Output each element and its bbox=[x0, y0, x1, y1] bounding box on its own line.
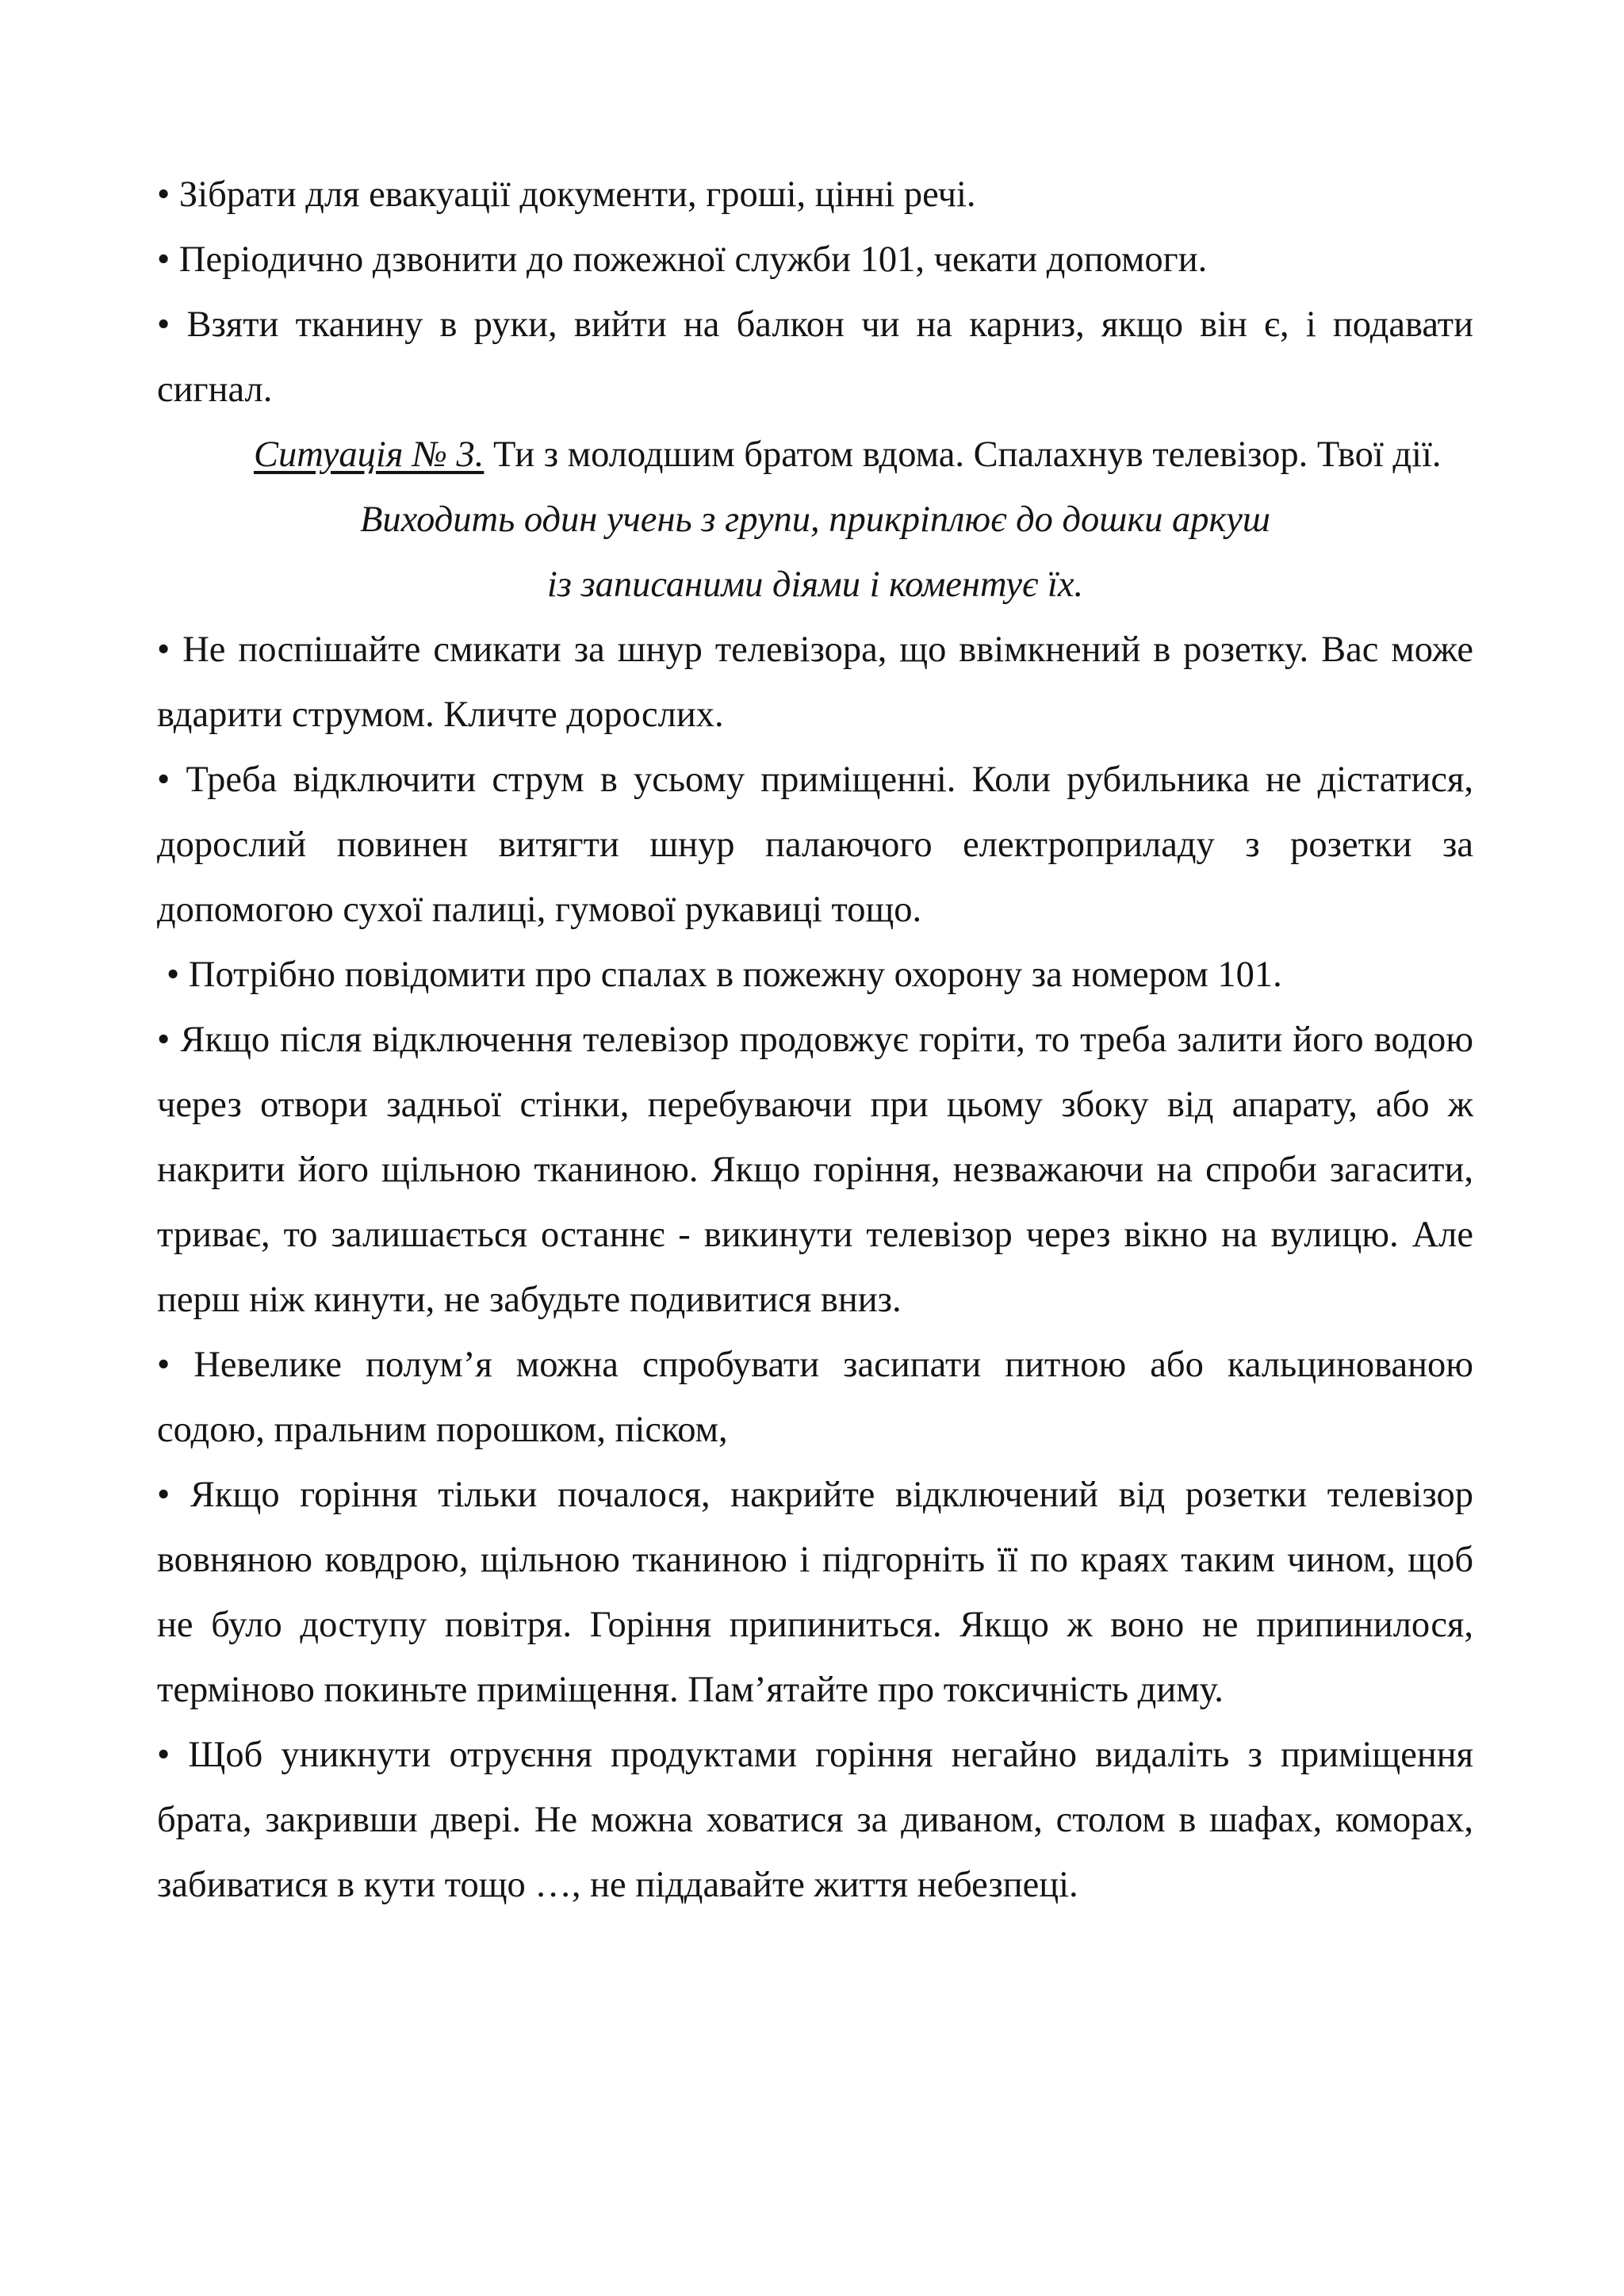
bullet-small-flame: • Невелике полум’я можна спробувати засипати питною або кальцинованою содою, пральним порошком, піском, bbox=[157, 1345, 1473, 1450]
instruction-line-1: Виходить один учень з групи, прикріплює до дошки аркуш bbox=[359, 499, 1271, 540]
bullet-extinguish-tv: • Якщо після відключення телевізор продовжує горіти, то треба залити його водою через отвори задньої стінки, перебуваючи при цьому збоку від апарату, або ж накрити його щільною тканиною. Якщо горіння, незважаючи на спроби загасити, триває, то залишається останнє - викинути телевізор через вікно на вулицю. Але перш ніж кинути, не забудьте подивитися вниз. bbox=[157, 1020, 1473, 1320]
document-page bbox=[157, 163, 1473, 1918]
situation-paragraph bbox=[157, 423, 1473, 488]
bullet-give-signal: • Взяти тканину в руки, вийти на балкон чи на карниз, якщо він є, і подавати сигнал. bbox=[157, 304, 1473, 410]
bullet-report-fire: • Потрібно повідомити про спалах в пожежну охорону за номером 101. bbox=[167, 955, 1282, 995]
bullet-disconnect-power: • Треба відключити струм в усьому приміщенні. Коли рубильника не дістатися, дорослий повинен витягти шнур палаючого електроприладу з розетки за допомогою сухої палиці, гумової рукавиці тощо. bbox=[157, 760, 1473, 930]
bullet-collect-documents: • Зібрати для евакуації документи, гроші, цінні речі. bbox=[157, 174, 976, 215]
instruction-line-2: із записаними діями і коментує їх. bbox=[546, 564, 1084, 605]
bullet-cover-tv: • Якщо горіння тільки почалося, накрийте відключений від розетки телевізор вовняною ковдрою, щільною тканиною і підгорніть її по краях таким чином, щоб не було доступу повітря. Горіння припиниться. Якщо ж воно не припинилося, терміново покиньте приміщення. Пам’ятайте про токсичність диму. bbox=[157, 1475, 1473, 1710]
bullet-do-not-pull-cord: • Не поспішайте смикати за шнур телевізора, що ввімкнений в розетку. Вас може вдарити струмом. Кличте дорослих. bbox=[157, 629, 1473, 735]
bullet-avoid-poisoning: • Щоб уникнути отруєння продуктами горіння негайно видаліть з приміщення брата, закривши двері. Не можна ховатися за диваном, столом в шафах, коморах, забиватися в кути тощо …, не піддавайте життя небезпеці. bbox=[157, 1735, 1473, 1905]
situation-label: Ситуація № 3. bbox=[254, 434, 485, 475]
situation-text: Ти з молодшим братом вдома. Спалахнув телевізор. Твої дії. bbox=[484, 434, 1442, 475]
bullet-call-fire-service: • Періодично дзвонити до пожежної служби 101, чекати допомоги. bbox=[157, 239, 1208, 280]
